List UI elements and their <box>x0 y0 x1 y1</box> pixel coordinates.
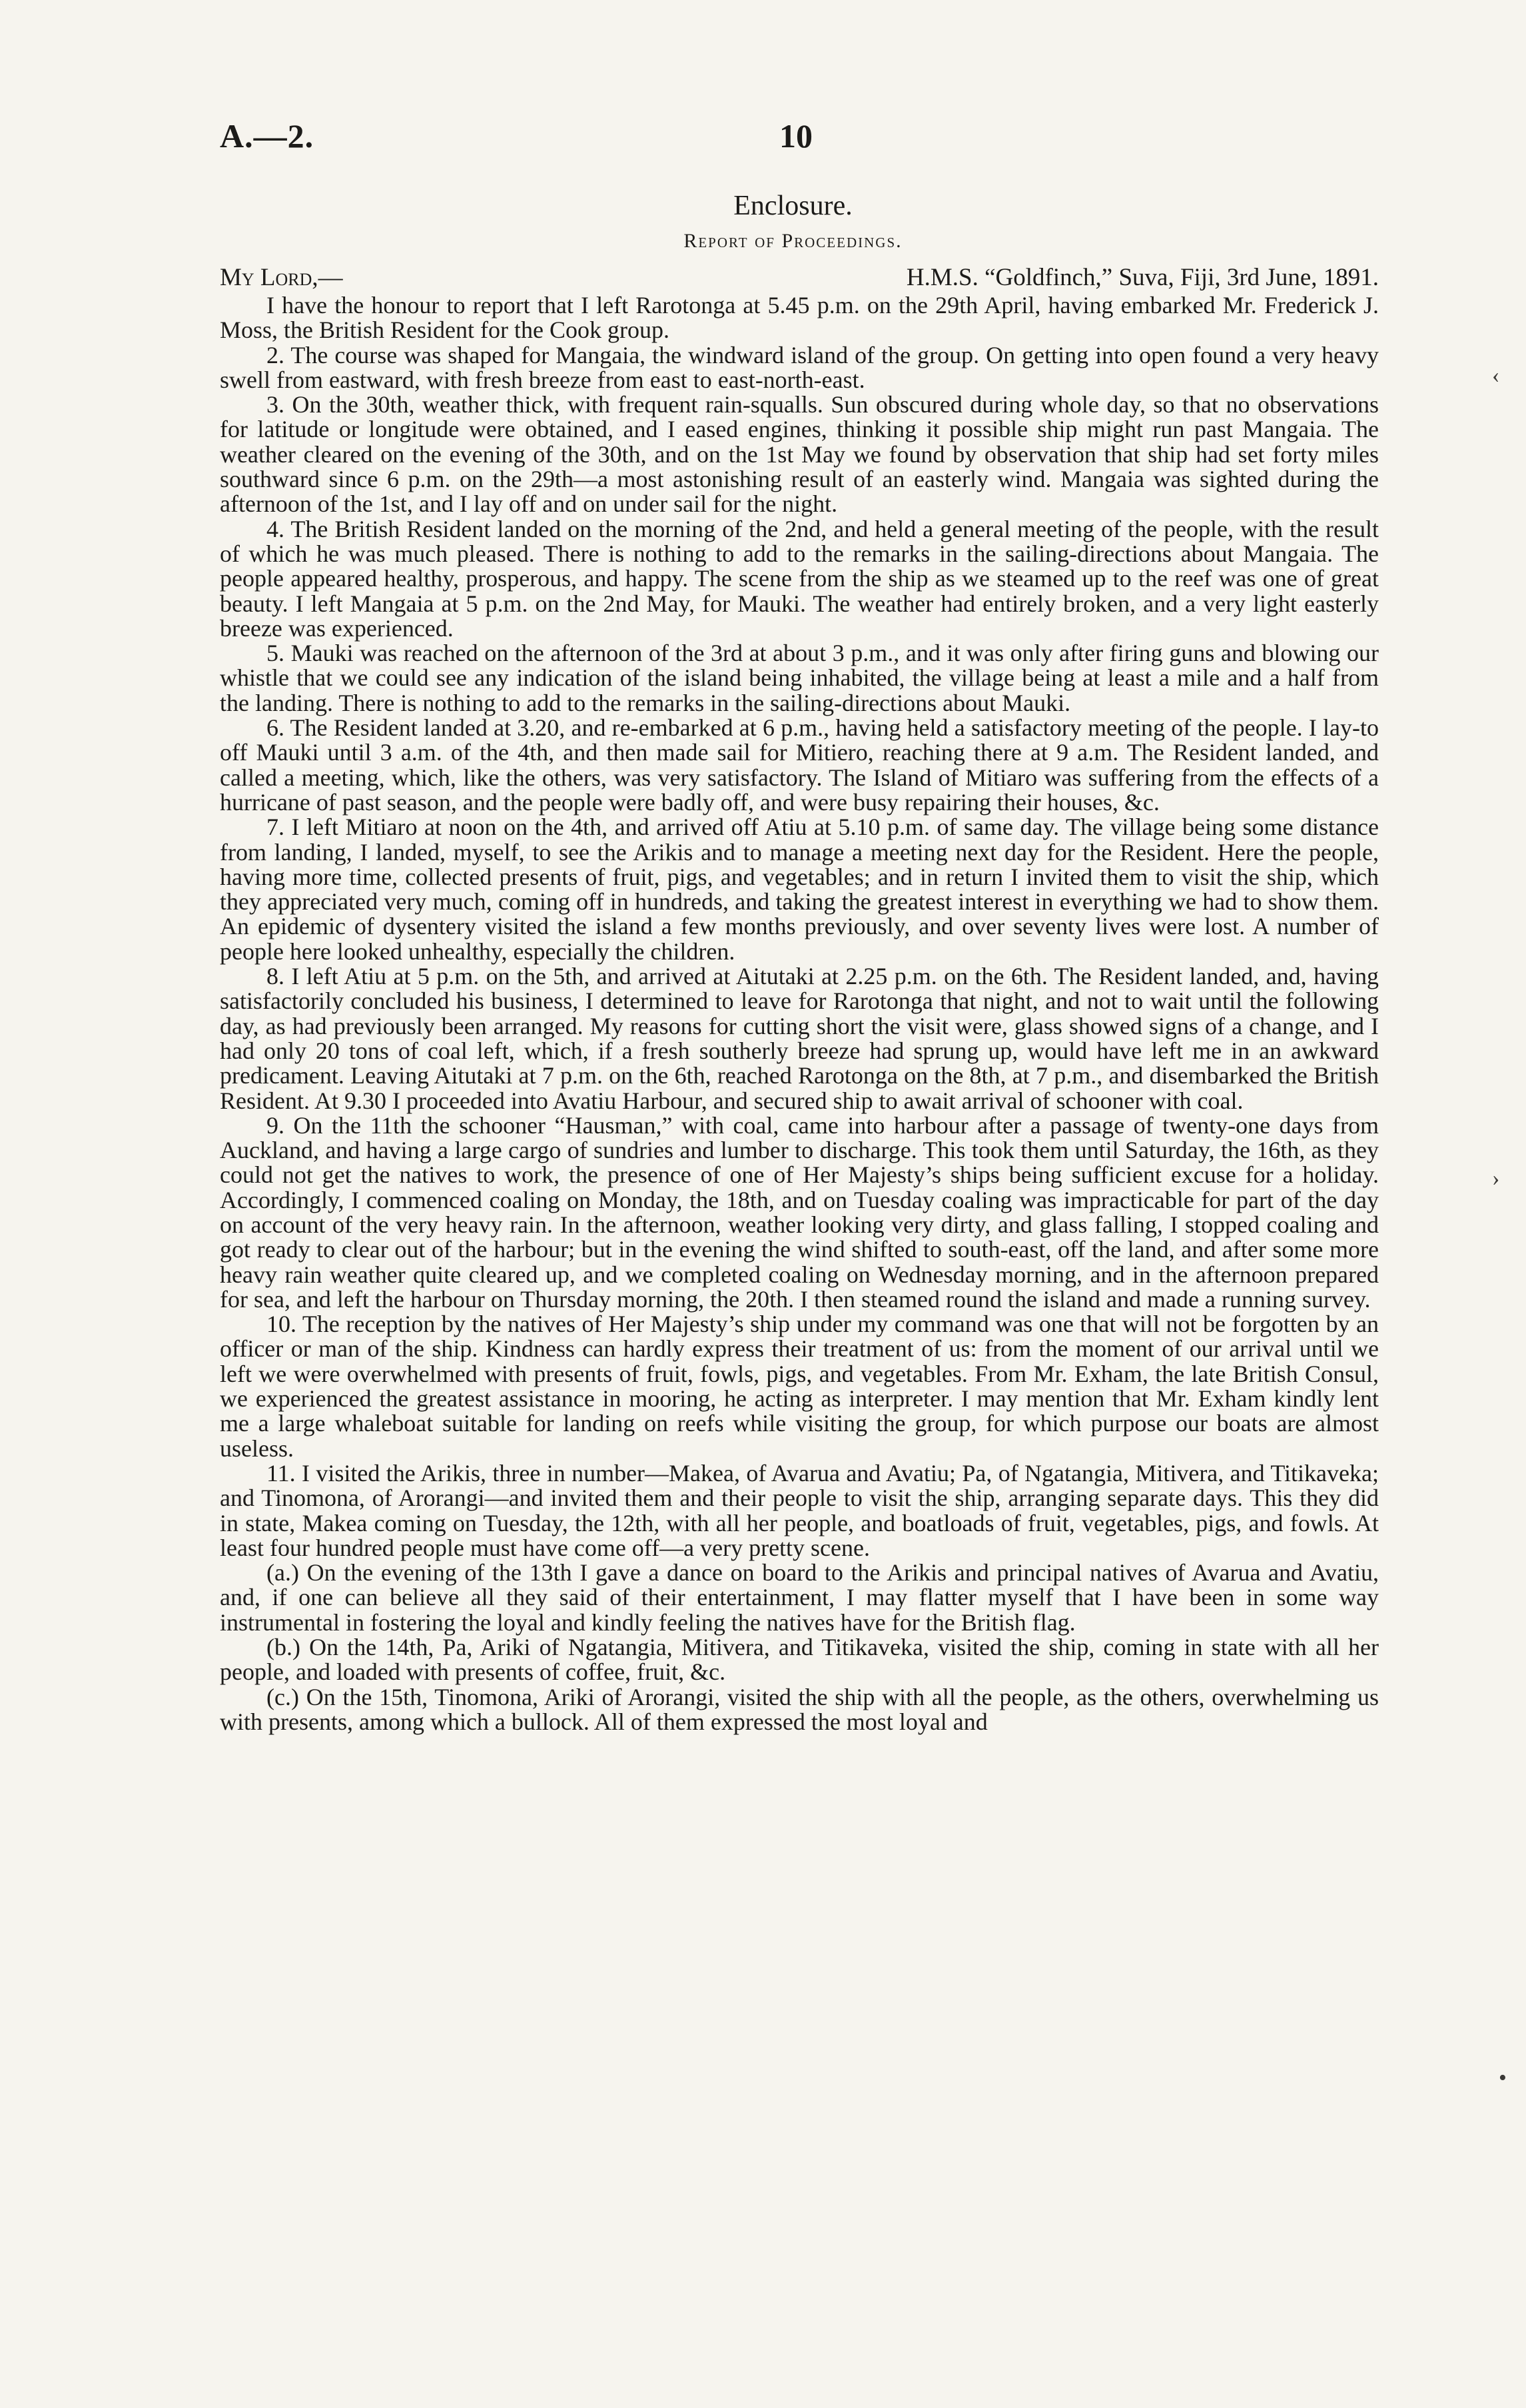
salutation: My Lord,— <box>220 264 343 291</box>
margin-mark-icon: • <box>1499 2066 1507 2090</box>
enclosure-title: Enclosure. <box>733 191 853 221</box>
page-number: 10 <box>779 117 813 155</box>
document-reference: A.—2. <box>220 117 314 155</box>
report-title: Report of Proceedings. <box>683 230 903 252</box>
page-header <box>220 117 1379 170</box>
dateline: H.M.S. “Goldfinch,” Suva, Fiji, 3rd June, 1891. <box>906 264 1379 291</box>
paragraph-5: 5. Mauki was reached on the afternoon of the 3rd at about 3 p.m., and it was only after firing guns and blowing our whistle that we could see any indication of the island being inhabited, the village being at least a mile and a half from the landing. There is nothing to add to the remarks in the sailing-directions about Mauki. <box>220 640 1379 716</box>
paragraph-intro: I have the honour to report that I left Rarotonga at 5.45 p.m. on the 29th April, having embarked Mr. Frederick J. Moss, the British Resident for the Cook group. <box>220 292 1379 344</box>
paragraph-11: 11. I visited the Arikis, three in number—Makea, of Avarua and Avatiu; Pa, of Ngatangia, Mitivera, and Titikaveka; and Tinomona, of Arorangi—and invited them and their people to visit the ship, arranging separate days. This they did in state, Makea coming on Tuesday, the 12th, with all her people, and boatloads of fruit, vegetables, pigs, and fowls. At least four hundred people must have come off—a very pretty scene. <box>220 1459 1379 1561</box>
paragraph-11a: (a.) On the evening of the 13th I gave a dance on board to the Arikis and principal natives of Avarua and Avatiu, and, if one can believe all they said of their entertainment, I may flatter myself that I have been in some way instrumental in fostering the loyal and kindly feeling the natives have for the British flag. <box>220 1559 1379 1636</box>
paragraph-11b: (b.) On the 14th, Pa, Ariki of Ngatangia, Mitivera, and Titikaveka, visited the ship, coming in state with all her people, and loaded with presents of coffee, fruit, &c. <box>220 1634 1379 1686</box>
margin-mark-icon: ‹ <box>1492 363 1500 388</box>
paragraph-11c: (c.) On the 15th, Tinomona, Ariki of Arorangi, visited the ship with all the people, as the others, overwhelming us with presents, among which a bullock. All of them expressed the most loyal and <box>220 1683 1379 1735</box>
paragraph-4: 4. The British Resident landed on the morning of the 2nd, and held a general meeting of the people, with the result of which he was much pleased. There is nothing to add to the remarks in the sailing-directions about Mangaia. The people appeared healthy, prosperous, and happy. The scene from the ship as we steamed up to the reef was one of great beauty. I left Mangaia at 5 p.m. on the 2nd May, for Mauki. The weather had entirely broken, and a very light easterly breeze was experienced. <box>220 515 1379 642</box>
paragraph-7: 7. I left Mitiaro at noon on the 4th, and arrived off Atiu at 5.10 p.m. of same day. The village being some distance from landing, I landed, myself, to see the Arikis and to manage a meeting next day for the Resident. Here the people, having more time, collected presents of fruit, pigs, and vegetables; and in return I invited them to visit the ship, which they appreciated very much, coming off in hundreds, and taking the greatest interest in everything we had to show them. An epidemic of dysentery visited the island a few months previously, and over seventy lives were lost. A number of people here looked unhealthy, especially the children. <box>220 814 1379 965</box>
paragraph-10: 10. The reception by the natives of Her Majesty’s ship under my command was one that will not be forgotten by an officer or man of the ship. Kindness can hardly express their treatment of us: from the moment of our arrival until we left we were overwhelmed with presents of fruit, fowls, pigs, and vegetables. From Mr. Exham, the late British Consul, we experienced the greatest assistance in mooring, he acting as interpreter. I may mention that Mr. Exham kindly lent me a large whaleboat suitable for landing on reefs while visiting the group, for which purpose our boats are almost useless. <box>220 1311 1379 1462</box>
paragraph-2: 2. The course was shaped for Mangaia, the windward island of the group. On getting into open found a very heavy swell from eastward, with fresh breeze from east to east-north-east. <box>220 341 1379 393</box>
paragraph-3: 3. On the 30th, weather thick, with frequent rain-squalls. Sun obscured during whole day, so that no observations for latitude or longitude were obtained, and I eased engines, thinking it possible ship might run past Mangaia. The weather cleared on the evening of the 30th, and on the 1st May we found by observation that ship had set forty miles southward since 6 p.m. on the 29th—a most astonishing result of an easterly wind. Mangaia was sighted during the afternoon of the 1st, and I lay off and on under sail for the night. <box>220 391 1379 518</box>
paragraph-9: 9. On the 11th the schooner “Hausman,” with coal, came into harbour after a passage of twenty-one days from Auckland, and having a large cargo of sundries and lumber to discharge. This took them until Saturday, the 16th, as they could not get the natives to work, the presence of one of Her Majesty’s ships being sufficient excuse for a holiday. Accordingly, I commenced coaling on Monday, the 18th, and on Tuesday coaling was impracticable for part of the day on account of the very heavy rain. In the afternoon, weather looking very dirty, and glass falling, I stopped coaling and got ready to clear out of the harbour; but in the evening the wind shifted to south-east, off the land, and after some more heavy rain weather quite cleared up, and we completed coaling on Wednesday morning, and in the afternoon prepared for sea, and left the harbour on Thursday morning, the 20th. I then steamed round the island and made a running survey. <box>220 1111 1379 1313</box>
paragraph-6: 6. The Resident landed at 3.20, and re-embarked at 6 p.m., having held a satisfactory meeting of the people. I lay-to off Mauki until 3 a.m. of the 4th, and then made sail for Mitiero, reaching there at 9 a.m. The Resident landed, and called a meeting, which, like the others, was very satisfactory. The Island of Mitiaro was suffering from the effects of a hurricane of past season, and the people were badly off, and were busy repairing their houses, &c. <box>220 714 1379 816</box>
margin-mark-icon: › <box>1492 1166 1500 1191</box>
report-body <box>220 293 1379 1734</box>
paragraph-8: 8. I left Atiu at 5 p.m. on the 5th, and arrived at Aitutaki at 2.25 p.m. on the 6th. The Resident landed, and, having satisfactorily concluded his business, I determined to leave for Rarotonga that night, and not to wait until the following day, as had previously been arranged. My reasons for cutting short the visit were, glass showed signs of a change, and I had only 20 tons of coal left, which, if a fresh southerly breeze had sprung up, would have left me in an awkward predicament. Leaving Aitutaki at 7 p.m. on the 6th, reached Rarotonga on the 8th, at 7 p.m., and disembarked the British Resident. At 9.30 I proceeded into Avatiu Harbour, and secured ship to await arrival of schooner with coal. <box>220 963 1379 1114</box>
